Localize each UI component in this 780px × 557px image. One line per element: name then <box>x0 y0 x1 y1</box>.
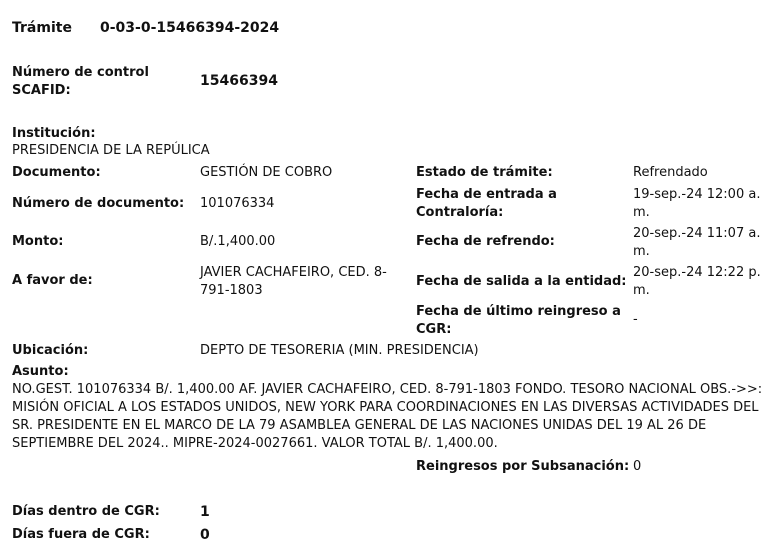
ubicacion-value: DEPTO DE TESORERIA (MIN. PRESIDENCIA) <box>200 343 479 358</box>
asunto-text <box>12 381 762 453</box>
ubicacion-label: Ubicación: <box>12 343 89 358</box>
reingresos-label: Reingresos por Subsanación: <box>416 459 630 474</box>
fecha-refrendo-label: Fecha de refrendo: <box>416 234 555 249</box>
dias-fuera-value: 0 <box>200 527 210 543</box>
institucion-value: PRESIDENCIA DE LA REPÚLICA <box>12 143 210 158</box>
fecha-reingreso-label: Fecha de último reingreso a CGR: <box>416 304 621 337</box>
control-label: Número de control SCAFID: <box>12 65 149 98</box>
fecha-entrada-value: 19-sep.-24 12:00 a. m. <box>633 187 761 220</box>
dias-dentro-label: Días dentro de CGR: <box>12 504 160 519</box>
numero-documento-label: Número de documento: <box>12 196 185 211</box>
asunto-line: NO.GEST. 101076334 B/. 1,400.00 AF. JAVIER CACHAFEIRO, CED. 8-791-1803 FONDO. TESORO NACIONAL OBS.->>: <box>12 382 763 397</box>
monto-value: B/.1,400.00 <box>200 234 276 249</box>
monto-label: Monto: <box>12 234 64 249</box>
fecha-salida-value: 20-sep.-24 12:22 p. m. <box>633 265 761 298</box>
reingresos-value: 0 <box>633 459 642 474</box>
asunto-line: SEPTIEMBRE DEL 2024.. MIPRE-2024-0027661. VALOR TOTAL B/. 1,400.00. <box>12 436 498 451</box>
a-favor-value: JAVIER CACHAFEIRO, CED. 8- 791-1803 <box>200 265 387 298</box>
asunto-line: MISIÓN OFICIAL A LOS ESTADOS UNIDOS, NEW YORK PARA COORDINACIONES EN LAS DIVERSAS ACTIVIDADES DEL <box>12 400 759 415</box>
numero-documento-value: 101076334 <box>200 196 275 211</box>
fecha-reingreso-value: - <box>633 312 638 327</box>
a-favor-label: A favor de: <box>12 273 93 288</box>
tramite-label: Trámite <box>12 20 72 36</box>
fecha-refrendo-value: 20-sep.-24 11:07 a. m. <box>633 226 761 259</box>
asunto-label: Asunto: <box>12 364 69 379</box>
tramite-value: 0-03-0-15466394-2024 <box>100 20 280 36</box>
fecha-salida-label: Fecha de salida a la entidad: <box>416 274 627 289</box>
institucion-label: Institución: <box>12 126 96 141</box>
estado-value: Refrendado <box>633 165 708 180</box>
estado-label: Estado de trámite: <box>416 165 553 180</box>
dias-dentro-value: 1 <box>200 504 210 520</box>
dias-fuera-label: Días fuera de CGR: <box>12 527 150 542</box>
control-value: 15466394 <box>200 73 278 89</box>
documento-label: Documento: <box>12 165 101 180</box>
documento-value: GESTIÓN DE COBRO <box>200 165 333 180</box>
fecha-entrada-label: Fecha de entrada a Contraloría: <box>416 187 557 220</box>
asunto-line: SR. PRESIDENTE EN EL MARCO DE LA 79 ASAMBLEA GENERAL DE LAS NACIONES UNIDAS DEL 19 AL 26 DE <box>12 418 707 433</box>
